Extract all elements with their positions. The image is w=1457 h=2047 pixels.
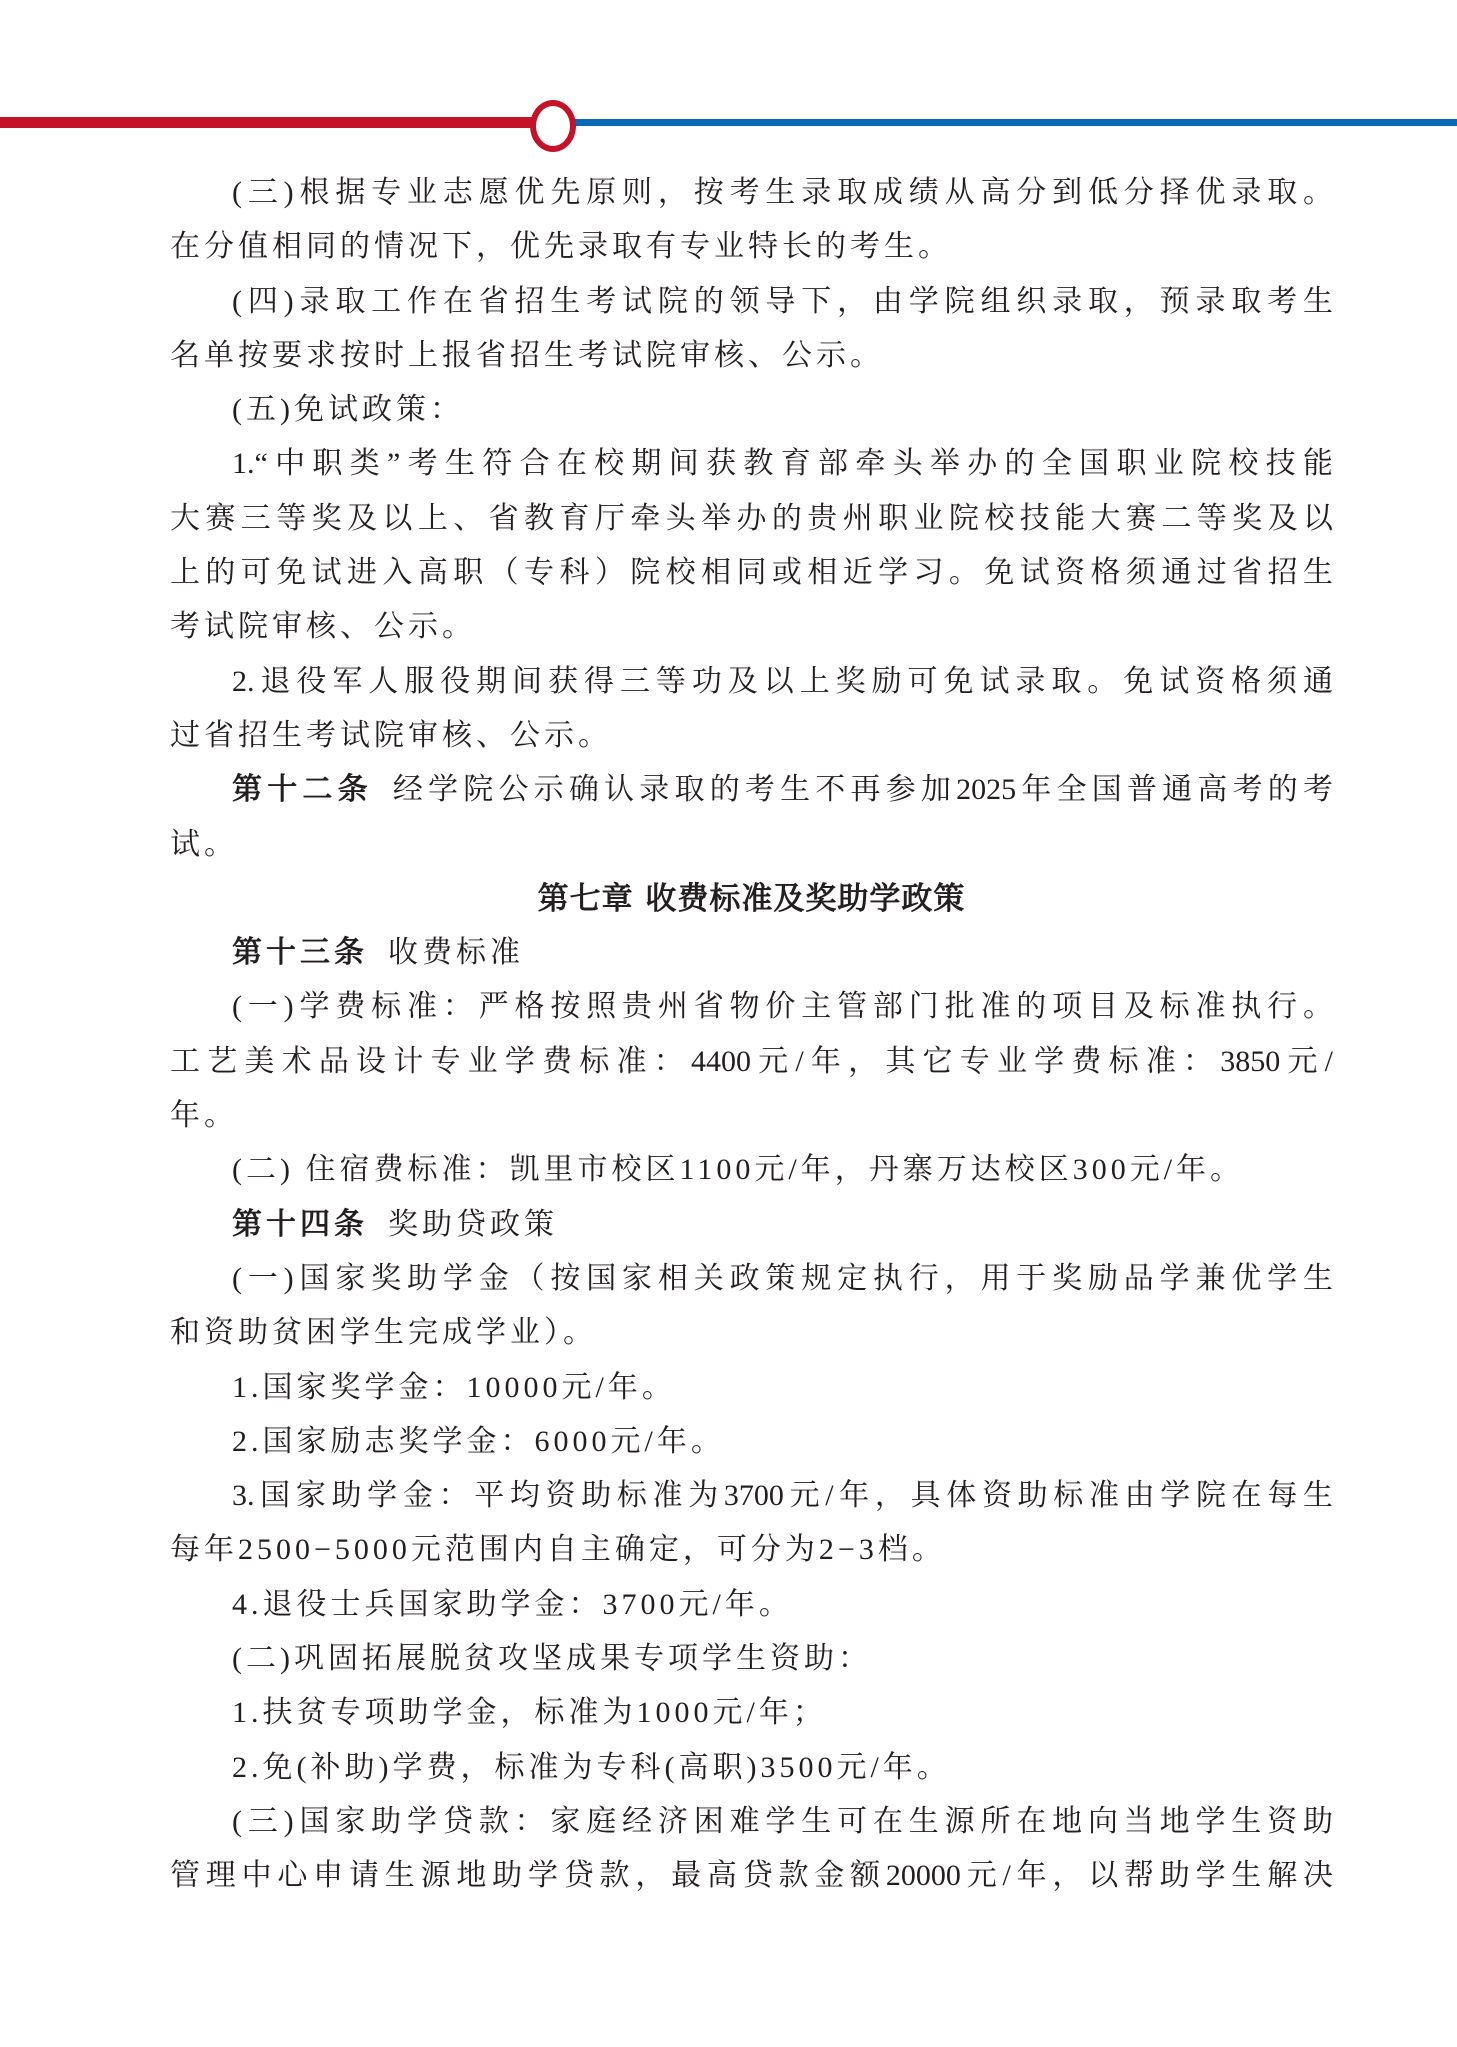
text-line	[170, 818, 1333, 872]
text-line	[170, 275, 1333, 329]
text-line	[170, 926, 1333, 980]
line-text: 每年2500−5000元范围内自主确定，可分为2−3档。	[170, 1533, 946, 1567]
article-number: 第十二条	[232, 772, 373, 808]
text-line	[170, 1632, 1333, 1686]
text-line	[170, 600, 1333, 654]
text-line	[170, 1795, 1333, 1849]
line-text: (三)国家助学贷款：家庭经济困难学生可在生源所在地向当地学生资助	[232, 1804, 1333, 1838]
line-text: (二) 住宿费标准：凯里市校区1100元/年，丹寨万达校区300元/年。	[232, 1153, 1245, 1187]
text-line	[170, 1252, 1333, 1306]
header-ring-ornament	[530, 100, 576, 152]
chapter-heading	[170, 872, 1333, 926]
line-text: (一)学费标准：严格按照贵州省物价主管部门批准的项目及标准执行。	[232, 990, 1333, 1024]
text-line	[170, 980, 1333, 1034]
article-number: 第十四条	[232, 1206, 368, 1242]
text-line	[170, 1035, 1333, 1089]
text-line	[170, 437, 1333, 491]
text-line	[170, 709, 1333, 763]
line-text: 1.扶贫专项助学金，标准为1000元/年；	[232, 1696, 827, 1730]
line-text: 奖助贷政策	[388, 1207, 558, 1241]
text-line	[170, 1089, 1333, 1143]
line-text: 2.退役军人服役期间获得三等功及以上奖励可免试录取。免试资格须通	[232, 664, 1333, 698]
line-text: 过省招生考试院审核、公示。	[170, 718, 612, 752]
text-line	[170, 546, 1333, 600]
line-text: 2.免(补助)学费，标准为专科(高职)3500元/年。	[232, 1750, 951, 1784]
text-line	[170, 655, 1333, 709]
text-line	[170, 1143, 1333, 1197]
line-text: 工艺美术品设计专业学费标准：4400元/年，其它专业学费标准：3850元/	[170, 1044, 1333, 1078]
text-line	[170, 220, 1333, 274]
line-text: 3.国家助学金：平均资助标准为3700元/年，具体资助标准由学院在每生	[232, 1479, 1333, 1513]
header-rule-red	[0, 117, 540, 128]
line-text: 考试院审核、公示。	[170, 610, 476, 644]
line-text: 第七章 收费标准及奖助学政策	[537, 880, 966, 917]
line-text: 2.国家励志奖学金：6000元/年。	[232, 1424, 725, 1458]
line-text: 和资助贫困学生完成学业）。	[170, 1316, 597, 1350]
text-line	[170, 1415, 1333, 1469]
line-text: 年。	[170, 1099, 238, 1133]
article-number: 第十三条	[232, 935, 368, 971]
line-text: (三)根据专业志愿优先原则，按考生录取成绩从高分到低分择优录取。	[232, 176, 1333, 209]
line-text: 名单按要求按时上报省招生考试院审核、公示。	[170, 338, 884, 372]
text-line	[170, 492, 1333, 546]
line-text: 4.退役士兵国家助学金：3700元/年。	[232, 1587, 793, 1621]
text-line	[170, 1361, 1333, 1415]
header-rule-blue	[565, 119, 1457, 126]
text-line	[170, 1523, 1333, 1577]
line-text: (五)免试政策：	[232, 393, 464, 427]
line-text: (二)巩固拓展脱贫攻坚成果专项学生资助：	[232, 1642, 872, 1676]
text-line	[170, 166, 1333, 220]
line-text: 试。	[170, 827, 238, 861]
text-line	[170, 1741, 1333, 1795]
text-line	[170, 329, 1333, 383]
line-text: 大赛三等奖及以上、省教育厅牵头举办的贵州职业院校技能大赛二等奖及以	[170, 501, 1333, 535]
text-line	[170, 383, 1333, 437]
line-text: 收费标准	[388, 936, 524, 970]
text-line	[170, 1578, 1333, 1632]
line-text: 管理中心申请生源地助学贷款，最高贷款金额20000元/年，以帮助学生解决	[170, 1859, 1333, 1893]
line-text: (四)录取工作在省招生考试院的领导下，由学院组织录取，预录取考生	[232, 284, 1333, 318]
text-line	[170, 763, 1333, 817]
line-text: 在分值相同的情况下，优先录取有专业特长的考生。	[170, 230, 952, 264]
text-line	[170, 1306, 1333, 1360]
line-text: 上的可免试进入高职（专科）院校相同或相近学习。免试资格须通过省招生	[170, 556, 1333, 590]
text-line	[170, 1849, 1333, 1903]
line-text: 经学院公示确认录取的考生不再参加2025年全国普通高考的考	[392, 773, 1333, 807]
document-body	[170, 166, 1333, 1904]
text-line	[170, 1198, 1333, 1252]
text-line	[170, 1686, 1333, 1740]
line-text: (一)国家奖助学金（按国家相关政策规定执行，用于奖励品学兼优学生	[232, 1261, 1333, 1295]
line-text: 1.国家奖学金：10000元/年。	[232, 1370, 676, 1404]
line-text: 1.“中职类”考生符合在校期间获教育部牵头举办的全国职业院校技能	[232, 447, 1333, 481]
text-line	[170, 1469, 1333, 1523]
